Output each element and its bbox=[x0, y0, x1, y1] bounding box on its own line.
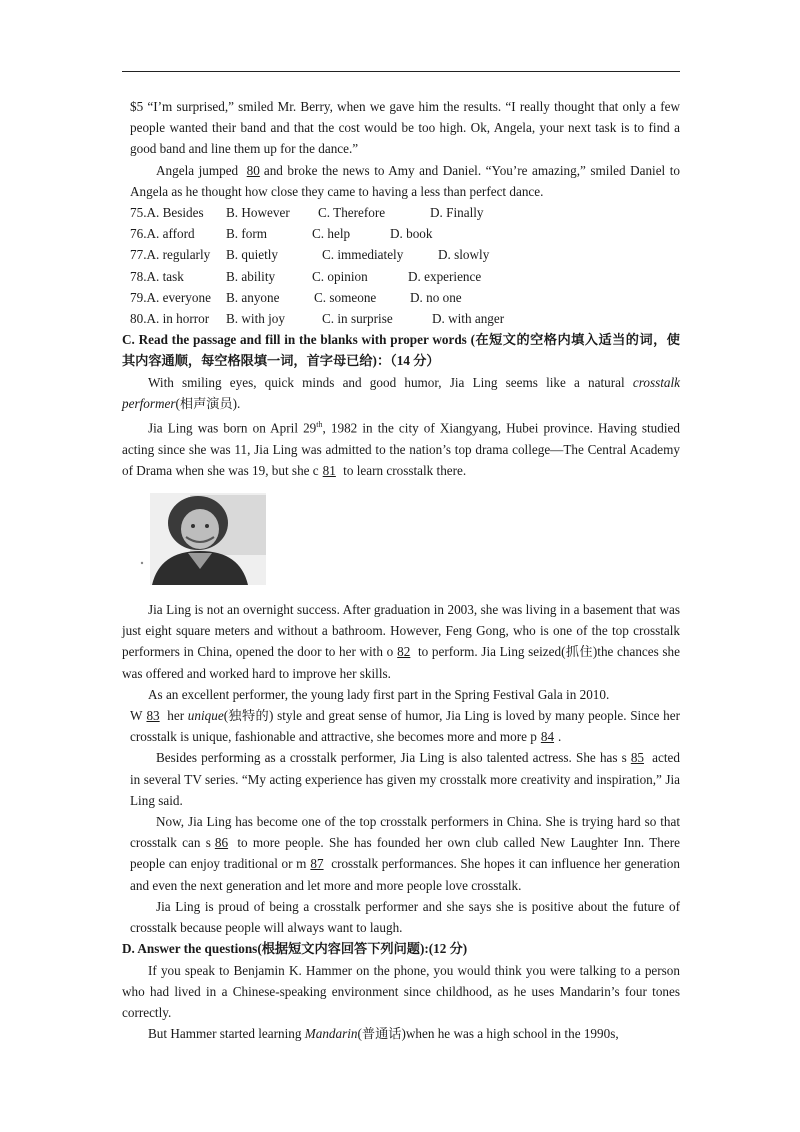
options-row: 80.A. in horror B. with joy C. in surprise D. with anger bbox=[130, 311, 505, 327]
blank-83[interactable]: 83 bbox=[146, 708, 160, 724]
blank-81[interactable]: 81 bbox=[322, 462, 336, 478]
section-c-paragraph: As an excellent performer, the young lady first part in the Spring Festival Gala in 2010. bbox=[148, 686, 610, 702]
blank-80[interactable]: 80 bbox=[246, 162, 260, 178]
blank-87[interactable]: 87 bbox=[310, 856, 324, 872]
section-c-paragraph: Jia Ling was born on April 29th, 1982 in the city of Xiangyang, Hubei province. Having studied acting since she was 11, Jia Ling was admitted to the nation’s top drama college—The Central Academy of Drama when she was 19, but she c 81 to learn crosstalk there. bbox=[122, 420, 680, 478]
passage-b-paragraph: Angela jumped 80 and broke the news to Amy and Daniel. “You’re amazing,” smiled Daniel to Angela as he thought how close they came to having a less than perfect dance. bbox=[130, 162, 680, 199]
section-c-paragraph: With smiling eyes, quick minds and good humor, Jia Ling seems like a natural crosstalk performer(相声演员). bbox=[122, 374, 680, 411]
options-row: 76.A. afford B. form C. help D. book bbox=[130, 226, 433, 242]
blank-84[interactable]: 84 bbox=[540, 729, 555, 745]
section-c-paragraph: Jia Ling is proud of being a crosstalk performer and she says she is positive about the future of crosstalk because people will always want to laugh. bbox=[130, 898, 680, 936]
document-page bbox=[122, 96, 680, 1044]
blank-86[interactable]: 86 bbox=[214, 835, 229, 851]
passage-b-paragraph: $5 “I’m surprised,” smiled Mr. Berry, when we gave him the results. “I really thought that only a few people wanted their band and that the cost would be too high. Ok, Angela, your next task is to find a good band and line them up for the dance.” bbox=[130, 99, 680, 157]
blank-82[interactable]: 82 bbox=[397, 644, 411, 660]
section-c-paragraph: Jia Ling is not an overnight success. After graduation in 2003, she was living in a basement that was just eight square meters and without a bathroom. However, Feng Gong, who is one of the top crosstalk performers in China, opened the door to her with o 82 to perform. Jia Ling seized(抓住)the chances she was offered and worked hard to improve her skills. bbox=[122, 602, 680, 681]
section-c-paragraph: Now, Jia Ling has become one of the top crosstalk performers in China. She is trying hard so that crosstalk can s 86 to more people. She has founded her own club called New Laughter Inn. There people can enjoy traditional or m 87 crosstalk performances. She hopes it can influence her generation and even the next generation and let more and more people love crosstalk. bbox=[130, 814, 680, 893]
options-row: 79.A. everyone B. anyone C. someone D. no one bbox=[130, 289, 462, 305]
portrait-image bbox=[130, 493, 270, 585]
section-d-heading: D. Answer the questions(根据短文内容回答下列问题):(12 分) bbox=[122, 941, 468, 957]
jia-ling-photo bbox=[130, 493, 270, 585]
section-c-paragraph: W 83 her unique(独特的) style and great sense of humor, Jia Ling is loved by many people. Since her crosstalk is unique, fashionable and attractive, she becomes more and more p 84 . bbox=[130, 708, 680, 745]
options-row: 78.A. task B. ability C. opinion D. experience bbox=[130, 268, 482, 284]
section-c-paragraph: Besides performing as a crosstalk performer, Jia Ling is also talented actress. She has s 85 acted in several TV series. “My acting experience has given my crosstalk more creativity and inspiration,” Jia Ling said. bbox=[130, 750, 680, 808]
blank-85[interactable]: 85 bbox=[630, 750, 645, 766]
section-d-paragraph: But Hammer started learning Mandarin(普通话)when he was a high school in the 1990s, bbox=[148, 1026, 619, 1042]
options-row: 77.A. regularly B. quietly C. immediately D. slowly bbox=[130, 247, 490, 263]
options-row: 75.A. Besides B. However C. Therefore D. Finally bbox=[130, 205, 484, 221]
header-rule bbox=[122, 71, 680, 72]
section-c-heading: C. Read the passage and fill in the blanks with proper words (在短文的空格内填入适当的词，使其内容通顺，每空格限填一词，首字母已给)：（14 分） bbox=[122, 332, 680, 369]
section-d-paragraph: If you speak to Benjamin K. Hammer on the phone, you would think you were talking to a person who had lived in a Chinese-speaking environment since childhood, as he uses Mandarin’s four tones correctly. bbox=[122, 962, 680, 1020]
